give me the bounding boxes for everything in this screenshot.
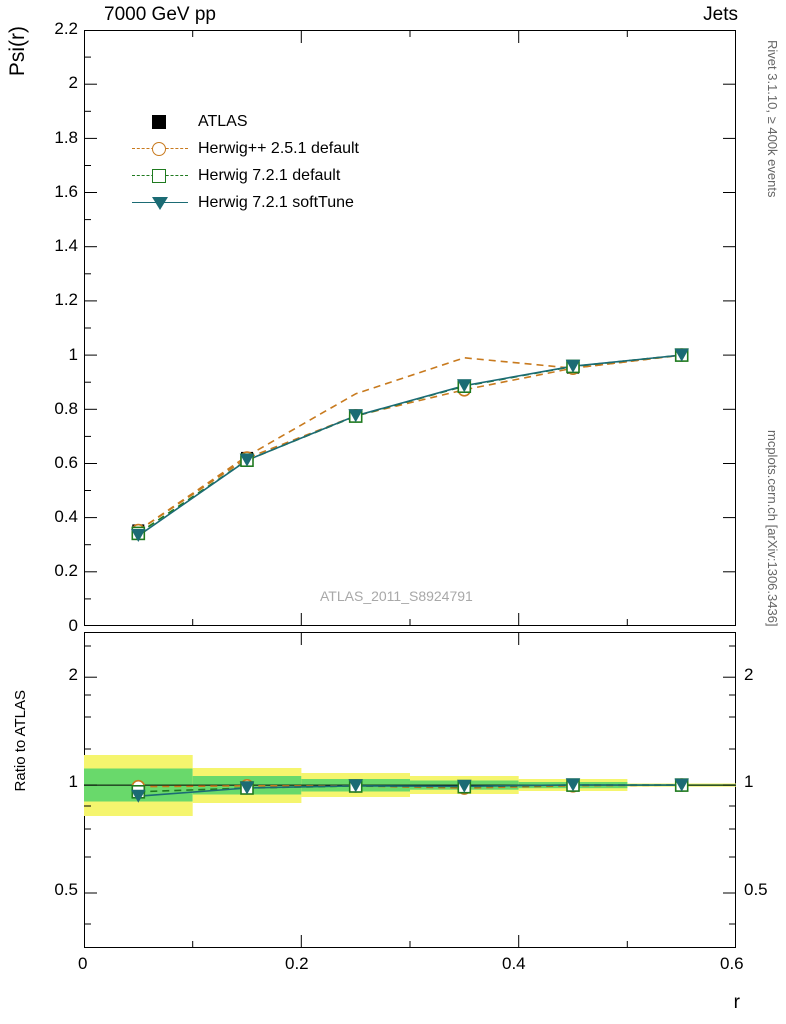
main-ytick-18: 1.8 [54,128,78,147]
legend-label-herwig721-softtune: Herwig 7.2.1 softTune [198,193,354,211]
series-markers-herwig721-default [132,349,687,539]
legend-marker-open-circle [130,139,190,159]
main-y-axis-label: Psi(r) [6,26,29,77]
main-ytick-16: 1.6 [54,182,78,201]
legend-marker-filled-square [130,112,190,132]
ratio-ytick-2-right: 2 [744,665,754,684]
series-markers-atlas [132,349,687,536]
analysis-watermark: ATLAS_2011_S8924791 [320,588,473,604]
main-ytick-04: 0.4 [54,507,78,526]
main-ytick-2: 2 [68,73,78,92]
header-beam-energy: 7000 GeV pp [104,4,216,25]
legend-item-herwig721-softtune[interactable] [130,189,430,216]
legend-label-herwigpp251: Herwig++ 2.5.1 default [198,139,359,157]
main-ytick-06: 0.6 [54,453,78,472]
main-ytick-12: 1.2 [54,290,78,309]
legend-item-atlas[interactable] [130,108,430,135]
main-ytick-1: 1 [68,345,78,364]
xtick-0: 0 [78,954,88,973]
mcplots-arxiv-caption: mcplots.cern.ch [arXiv:1306.3436] [765,430,780,627]
ratio-ytick-1-left: 1 [68,772,78,791]
ratio-ytick-05-right: 0.5 [744,880,768,899]
xtick-06: 0.6 [720,954,744,973]
ratio-y-axis-label: Ratio to ATLAS [12,690,29,792]
xtick-04: 0.4 [502,954,526,973]
main-ytick-14: 1.4 [54,236,78,255]
legend-label-atlas: ATLAS [198,112,248,130]
ratio-ytick-1-right: 1 [744,772,754,791]
series-markers-herwig721-softtune [131,349,689,542]
main-ytick-0: 0 [68,616,78,635]
legend [130,108,430,216]
ratio-ytick-2-left: 2 [68,665,78,684]
rivet-version-caption: Rivet 3.1.10, ≥ 400k events [765,40,780,198]
ratio-ytick-05-left: 0.5 [54,880,78,899]
series-line-herwig721-softtune [138,355,681,536]
series-markers-herwigpp251 [132,349,687,536]
legend-item-herwigpp251[interactable] [130,135,430,162]
main-ytick-02: 0.2 [54,561,78,580]
legend-marker-filled-triangle-down [130,193,190,213]
ratio-plot-canvas [84,632,736,948]
main-ytick-22: 2.2 [54,19,78,38]
legend-label-herwig721-default: Herwig 7.2.1 default [198,166,341,184]
main-ytick-08: 0.8 [54,399,78,418]
series-line-herwig721-default [138,355,681,533]
legend-item-herwig721-default[interactable] [130,162,430,189]
xtick-02: 0.2 [285,954,309,973]
header-process: Jets [703,4,738,25]
x-axis-label: r [733,992,740,1013]
series-line-herwigpp251 [138,355,681,530]
legend-marker-open-square [130,166,190,186]
